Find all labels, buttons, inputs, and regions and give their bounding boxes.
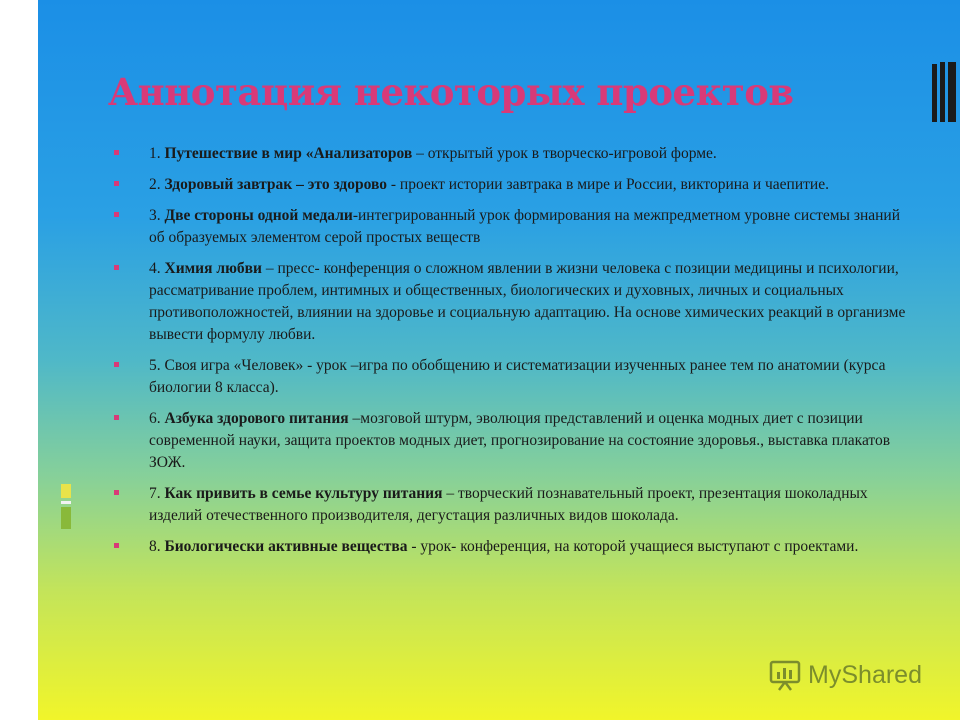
item-title: Здоровый завтрак – это здорово: [164, 176, 387, 193]
list-item: [114, 205, 914, 249]
list-item: [114, 408, 914, 474]
item-number: 5. Своя игра «Человек» - урок –игра по обобщению и систематизации изученных ранее тем по анатомии (курса биологии 8 класса).: [149, 357, 886, 396]
item-description: – творческий познавательный проект, презентация шоколадных изделий отечественного производителя, дегустация различных видов шоколада.: [149, 485, 868, 524]
decorative-bars: [932, 62, 956, 122]
slide-title: Аннотация некоторых проектов: [108, 70, 794, 114]
presentation-board-icon: [768, 658, 802, 692]
item-number: 1.: [149, 145, 165, 162]
bullet-icon: [114, 362, 119, 367]
decorative-side-marks: [61, 484, 71, 532]
item-description: – открытый урок в творческо-игровой форме.: [412, 145, 717, 162]
item-number: 7.: [149, 485, 165, 502]
item-number: 8.: [149, 538, 165, 555]
list-item: [114, 536, 914, 558]
bullet-icon: [114, 212, 119, 217]
list-item: [114, 483, 914, 527]
list-item: [114, 355, 914, 399]
bullet-icon: [114, 543, 119, 548]
list-item: [114, 258, 914, 346]
bullet-icon: [114, 150, 119, 155]
list-item: [114, 174, 914, 196]
list-item: [114, 143, 914, 165]
bullet-icon: [114, 265, 119, 270]
item-title: Две стороны одной медали: [164, 207, 353, 224]
item-title: Путешествие в мир «Анализаторов: [164, 145, 413, 162]
item-title: Химия любви: [164, 260, 262, 277]
item-title: Биологически активные вещества: [164, 538, 408, 555]
item-number: 4.: [149, 260, 165, 277]
item-description: – пресс- конференция о сложном явлении в жизни человека с позиции медицины и психологии, рассматривание проблем, интимных и общественных, биологических и духовных, личных и социальных противоположностей, влиянии на здоровье и социальную адаптацию. На основе химических реакций в организме вывести формулу любви.: [149, 260, 906, 343]
item-number: 3.: [149, 207, 165, 224]
item-description: -интегрированный урок формирования на межпредметном уровне системы знаний об образуемых элементом серой простых веществ: [149, 207, 901, 246]
slide: [38, 0, 960, 720]
bullet-icon: [114, 415, 119, 420]
item-title: Как привить в семье культуру питания: [164, 485, 443, 502]
item-description: - урок- конференция, на которой учащиеся выступают с проектами.: [407, 538, 859, 555]
item-number: 6.: [149, 410, 165, 427]
bullet-icon: [114, 181, 119, 186]
watermark-text: MyShared: [808, 660, 922, 689]
bullet-icon: [114, 490, 119, 495]
item-description: –мозговой штурм, эволюция представлений и оценка модных диет с позиции современной науки, защита проектов модных диет, прогнозирование на состояние здоровья., выставка плакатов ЗОЖ.: [149, 410, 891, 471]
project-list: [114, 143, 914, 567]
item-number: 2.: [149, 176, 165, 193]
item-title: Азбука здорового питания: [164, 410, 349, 427]
myshared-watermark[interactable]: [768, 658, 922, 692]
item-description: - проект истории завтрака в мире и России, викторина и чаепитие.: [387, 176, 829, 193]
